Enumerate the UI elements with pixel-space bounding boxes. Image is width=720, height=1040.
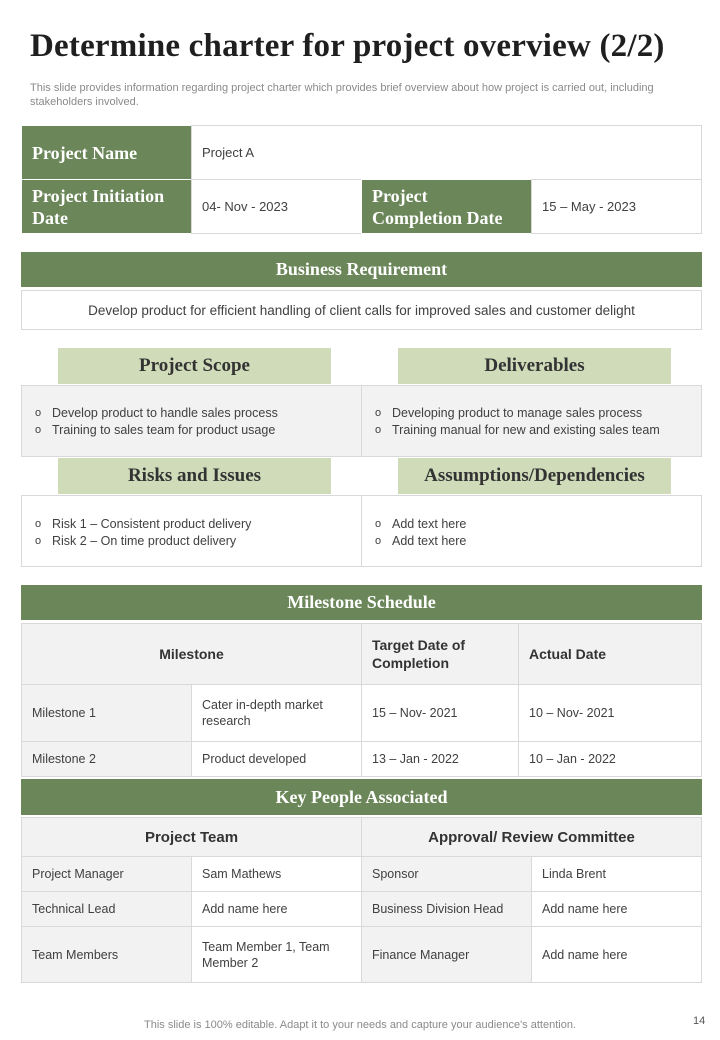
committee-role: Sponsor: [361, 856, 532, 892]
target-date-column-header: Target Date of Completion: [361, 623, 519, 685]
risks-divider: [361, 495, 362, 567]
business-requirement-heading: Business Requirement: [21, 252, 702, 287]
milestone-name: Milestone 1: [21, 684, 192, 742]
milestone-target-date: 13 – Jan - 2022: [361, 741, 519, 777]
project-initiation-value: 04- Nov - 2023: [191, 179, 362, 234]
milestone-target-date: 15 – Nov- 2021: [361, 684, 519, 742]
committee-person: Add name here: [531, 926, 702, 983]
list-item: o Risk 2 – On time product delivery: [35, 533, 237, 548]
deliverables-list: [373, 405, 698, 438]
bullet-icon: o: [375, 407, 382, 419]
team-person: Team Member 1, Team Member 2: [191, 926, 362, 983]
project-completion-label: Project Completion Date: [361, 179, 532, 234]
project-team-header: Project Team: [21, 817, 362, 857]
page-subtitle: This slide provides information regarding project charter which provides brief overview about how project is carried out, including stakeholders involved.: [30, 82, 654, 108]
team-role: Technical Lead: [21, 891, 192, 927]
risks-issues-heading: Risks and Issues: [58, 458, 331, 494]
business-requirement-text: Develop product for efficient handling of client calls for improved sales and customer delight: [21, 290, 702, 330]
milestone-schedule-heading: Milestone Schedule: [21, 585, 702, 620]
list-item: o Add text here: [375, 517, 467, 531]
review-committee-header: Approval/ Review Committee: [361, 817, 702, 857]
committee-person: Add name here: [531, 891, 702, 927]
committee-person: Linda Brent: [531, 856, 702, 892]
team-person: Sam Mathews: [191, 856, 362, 892]
list-item: o Develop product to handle sales process: [35, 406, 278, 420]
project-completion-value: 15 – May - 2023: [531, 179, 702, 234]
list-item: o Risk 1 – Consistent product delivery: [35, 517, 252, 531]
deliverables-heading: Deliverables: [398, 348, 671, 384]
scope-divider: [361, 385, 362, 457]
project-name-value: Project A: [191, 125, 702, 180]
list-item: o Training manual for new and existing sales team: [375, 422, 660, 437]
footer-note: This slide is 100% editable. Adapt it to your needs and capture your audience's attention.: [144, 1019, 576, 1031]
team-role: Team Members: [21, 926, 192, 983]
key-people-heading: Key People Associated: [21, 779, 702, 815]
bullet-icon: o: [35, 407, 42, 419]
page-number: 14: [693, 1015, 706, 1027]
actual-date-column-header: Actual Date: [518, 623, 702, 685]
bullet-icon: o: [375, 423, 382, 436]
milestone-description: Cater in-depth market research: [191, 684, 362, 742]
milestone-actual-date: 10 – Nov- 2021: [518, 684, 702, 742]
project-scope-heading: Project Scope: [58, 348, 331, 384]
bullet-icon: o: [35, 423, 42, 436]
milestone-name: Milestone 2: [21, 741, 192, 777]
committee-role: Business Division Head: [361, 891, 532, 927]
milestone-actual-date: 10 – Jan - 2022: [518, 741, 702, 777]
team-person: Add name here: [191, 891, 362, 927]
page-title: Determine charter for project overview (2/2): [30, 28, 665, 64]
bullet-icon: o: [375, 534, 382, 547]
project-scope-list: [33, 405, 353, 438]
assumptions-heading: Assumptions/Dependencies: [398, 458, 671, 494]
committee-role: Finance Manager: [361, 926, 532, 983]
assumptions-list: [373, 516, 698, 549]
milestone-column-header: Milestone: [21, 623, 362, 685]
bullet-icon: o: [375, 518, 382, 530]
risks-list: [33, 516, 353, 549]
bullet-icon: o: [35, 534, 42, 547]
list-item: o Developing product to manage sales process: [375, 406, 643, 420]
project-name-label: Project Name: [21, 125, 192, 180]
milestone-description: Product developed: [191, 741, 362, 777]
bullet-icon: o: [35, 518, 42, 530]
list-item: o Training to sales team for product usage: [35, 422, 276, 437]
team-role: Project Manager: [21, 856, 192, 892]
project-initiation-label: Project Initiation Date: [21, 179, 192, 234]
list-item: o Add text here: [375, 533, 467, 548]
